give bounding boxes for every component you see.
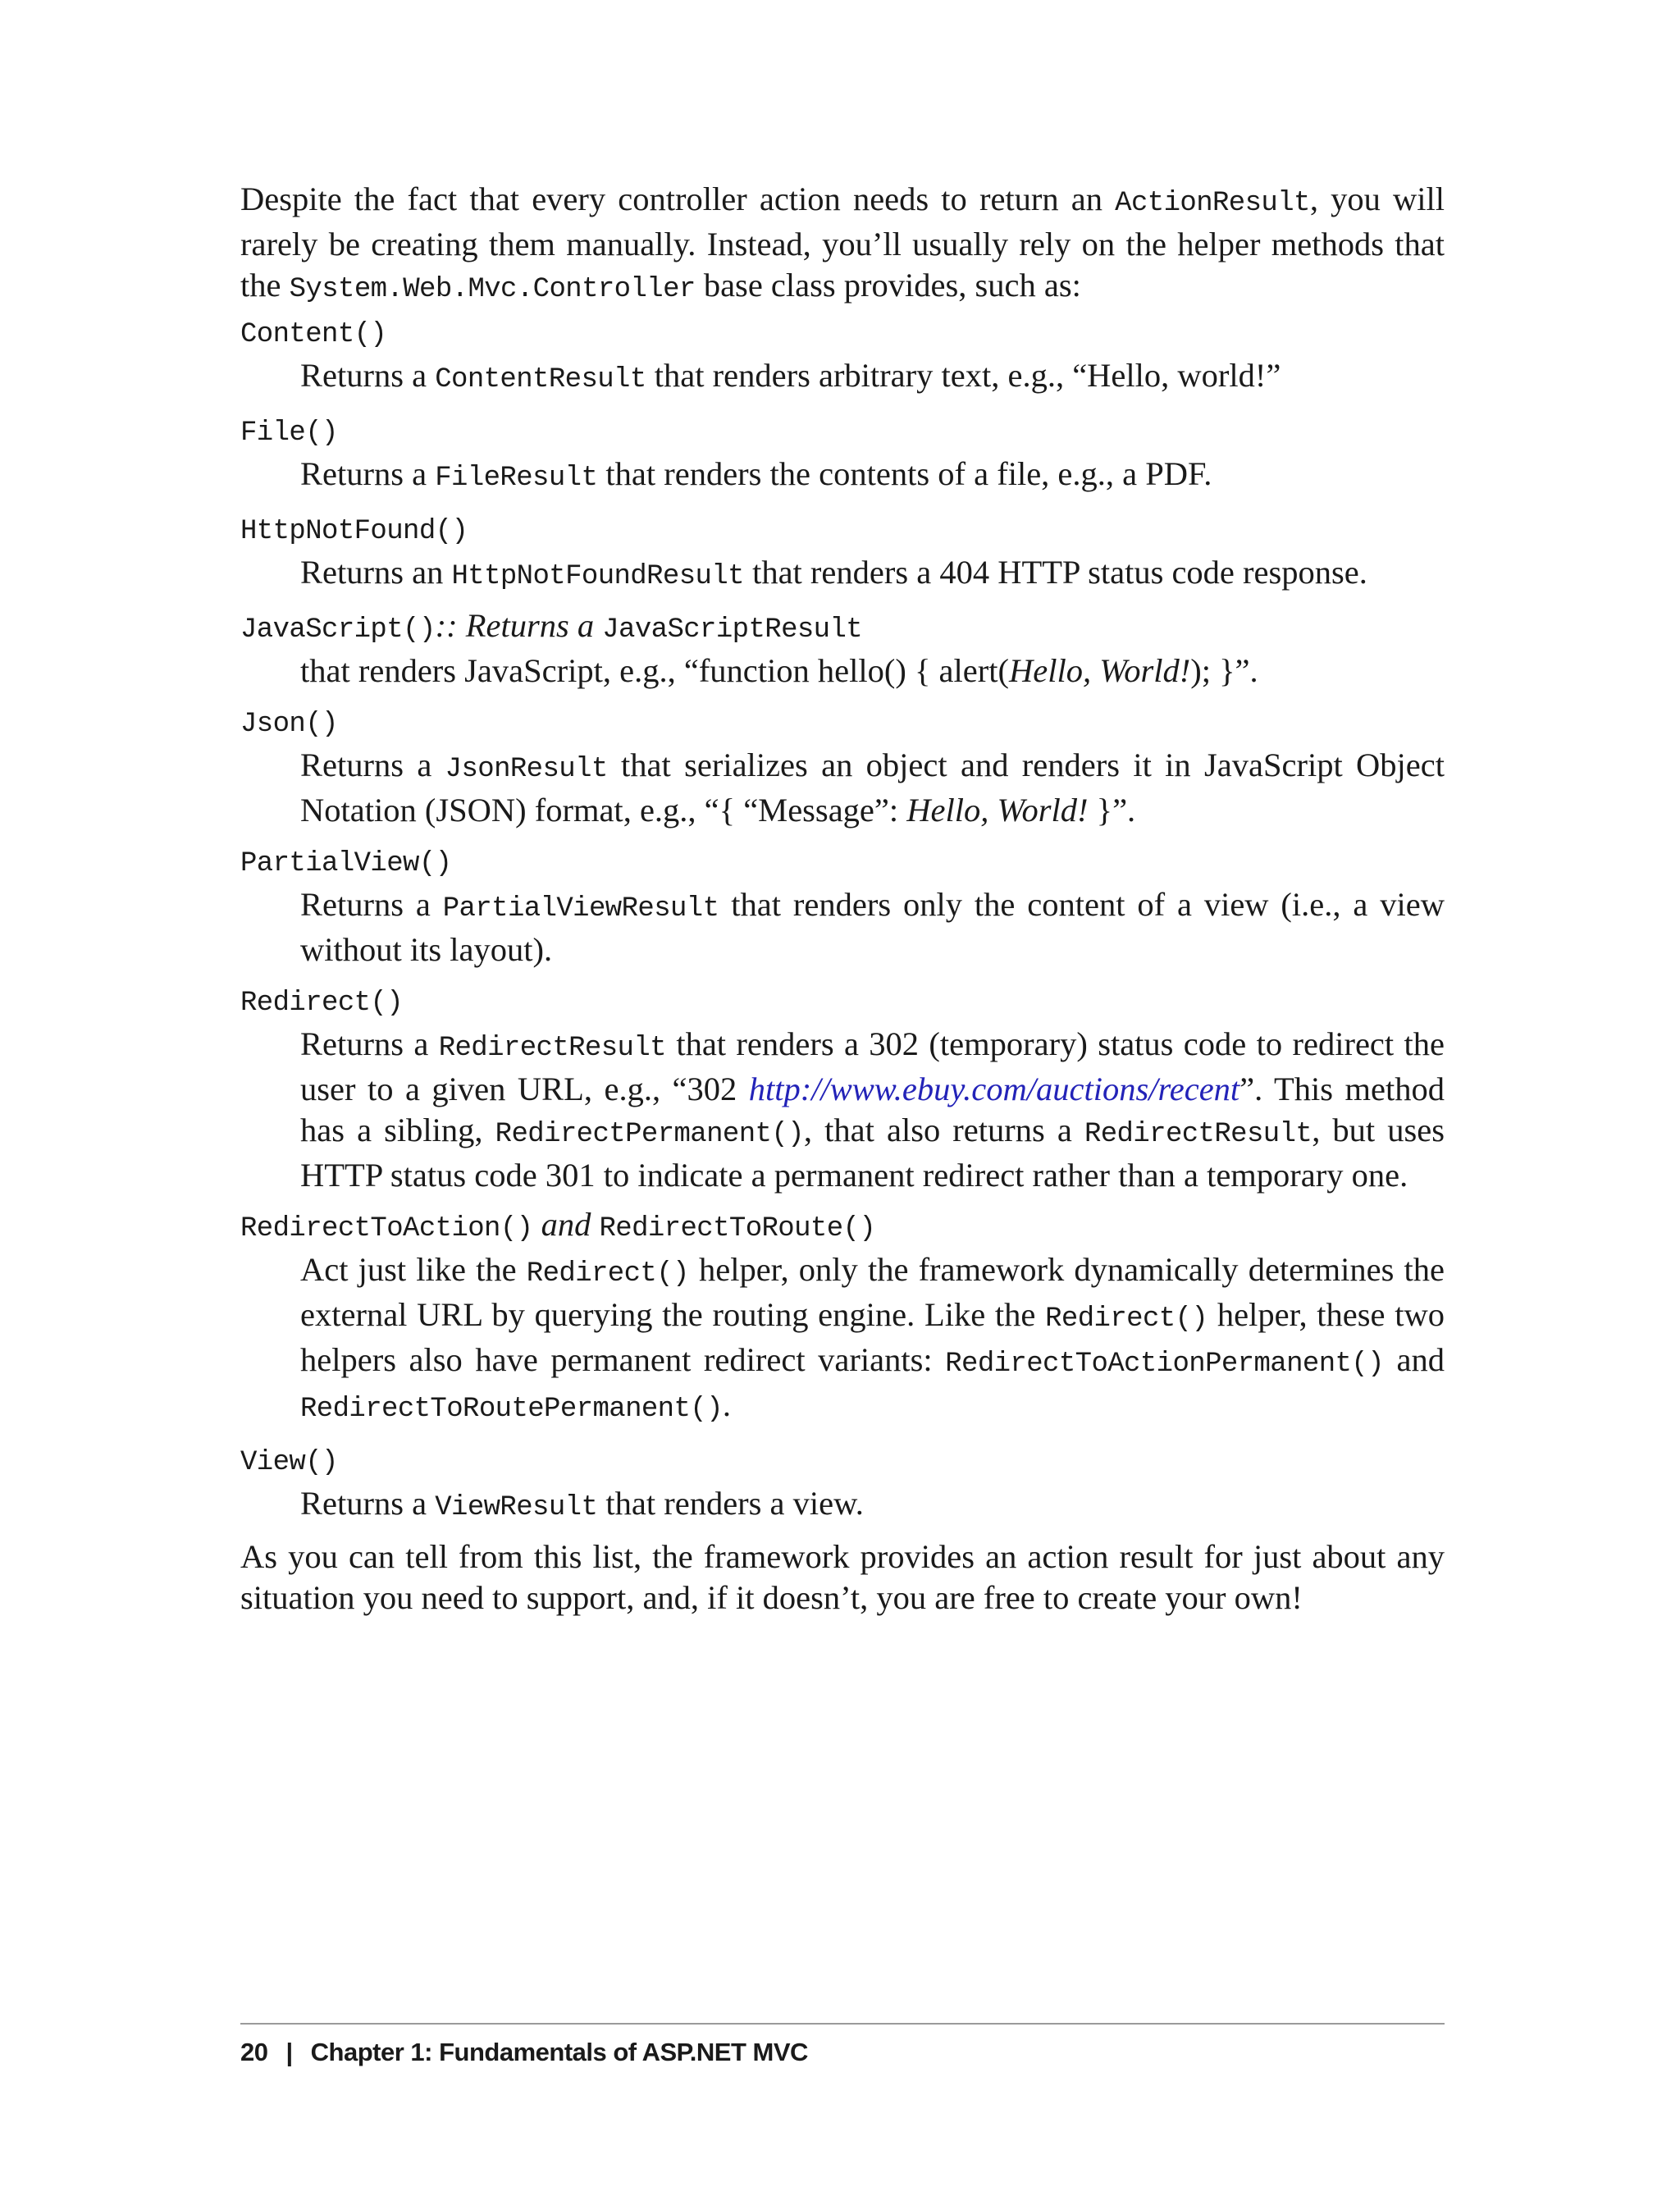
def-httpnotfound-code: HttpNotFoundResult xyxy=(451,561,744,592)
term-redirecttoaction-code: RedirectToAction() xyxy=(240,1213,533,1244)
def-httpnotfound-text-2: that renders a 404 HTTP status code response. xyxy=(743,554,1367,591)
def-view-text-2: that renders a view. xyxy=(597,1485,864,1522)
def-partialview-text-1: Returns a xyxy=(300,886,443,923)
term-view xyxy=(240,1438,1445,1483)
term-javascript-italic: :: Returns a xyxy=(435,607,603,644)
page-number: 20 xyxy=(240,2038,268,2066)
def-json-text-1: Returns a xyxy=(300,746,445,783)
intro-paragraph xyxy=(240,179,1445,310)
term-partialview xyxy=(240,839,1445,884)
def-redirecttoaction-code-3: RedirectToActionPermanent() xyxy=(945,1349,1384,1380)
term-javascript-code: JavaScript() xyxy=(240,614,436,646)
def-content-text-1: Returns a xyxy=(300,357,436,394)
def-json-text-3: }”. xyxy=(1088,792,1136,829)
def-content-text-2: that renders arbitrary text, e.g., “Hello, world!” xyxy=(646,357,1281,394)
def-redirecttoaction-text-1: Act just like the xyxy=(300,1251,527,1288)
closing-paragraph: As you can tell from this list, the framework provides an action result for just about any situation you need to support, and, if it doesn’t, you are free to create your own! xyxy=(240,1538,1445,1616)
def-redirecttoaction xyxy=(300,1249,1445,1430)
intro-code-actionresult: ActionResult xyxy=(1115,188,1310,219)
term-file xyxy=(240,409,1445,454)
def-redirect-text-3: ”. This method has a sibling, xyxy=(300,1071,1445,1148)
intro-text-2: , you will rarely be creating them manually. Instead, you’ll usually rely on the helper methods that the xyxy=(240,180,1445,304)
def-file-text-2: that renders the contents of a file, e.g., a PDF. xyxy=(597,455,1212,492)
def-view xyxy=(300,1483,1445,1528)
def-javascript-text-2: ); }”. xyxy=(1190,652,1258,689)
def-redirect-code-3: RedirectResult xyxy=(1084,1119,1312,1150)
def-json-text-2: that serializes an object and renders it in JavaScript Object Notation (JSON) format, e.g., “{ “Message”: xyxy=(300,746,1445,829)
term-redirect-code: Redirect() xyxy=(240,988,404,1019)
def-javascript-italic: Hello, World! xyxy=(1009,652,1191,689)
def-file-text-1: Returns a xyxy=(300,455,436,492)
term-json xyxy=(240,700,1445,745)
page-content xyxy=(240,179,1445,1618)
ebuy-auctions-link[interactable]: http://www.ebuy.com/auctions/recent xyxy=(748,1071,1240,1107)
term-redirecttoroute-code: RedirectToRoute() xyxy=(599,1213,876,1244)
def-redirecttoaction-code-2: Redirect() xyxy=(1045,1303,1208,1335)
term-partialview-code: PartialView() xyxy=(240,848,452,879)
term-javascript xyxy=(240,605,1445,651)
def-json-code: JsonResult xyxy=(445,754,608,785)
term-file-code: File() xyxy=(240,418,338,449)
def-partialview xyxy=(300,884,1445,970)
def-redirecttoaction-text-4: and xyxy=(1383,1341,1445,1378)
def-partialview-code: PartialViewResult xyxy=(442,893,719,924)
def-redirect-text-1: Returns a xyxy=(300,1025,439,1062)
def-view-code: ViewResult xyxy=(435,1492,598,1523)
def-redirect-code-2: RedirectPermanent() xyxy=(495,1119,804,1150)
def-redirect-text-2: that renders a 302 (temporary) status code to redirect the user to a given URL, e.g., “302 xyxy=(300,1025,1445,1107)
def-content xyxy=(300,355,1445,400)
def-redirect xyxy=(300,1024,1445,1196)
term-redirecttoaction xyxy=(240,1204,1445,1249)
def-redirecttoaction-text-5: . xyxy=(722,1386,732,1423)
def-redirect-text-5: , but uses HTTP status code 301 to indicate a permanent redirect rather than a temporary one. xyxy=(300,1112,1445,1194)
intro-text-3: base class provides, such as: xyxy=(695,267,1081,304)
term-content-code: Content() xyxy=(240,319,387,350)
def-httpnotfound xyxy=(300,552,1445,597)
def-json-italic: Hello, World! xyxy=(906,792,1089,829)
term-httpnotfound xyxy=(240,507,1445,552)
footer-divider xyxy=(240,2023,1445,2025)
def-javascript xyxy=(300,651,1445,692)
footer-separator: | xyxy=(285,2038,293,2066)
def-partialview-text-2: that renders only the content of a view (i.e., a view without its layout). xyxy=(300,886,1445,968)
def-file xyxy=(300,454,1445,499)
def-redirecttoaction-text-2: helper, only the framework dynamically determines the external URL by querying the routing engine. Like the xyxy=(300,1251,1445,1333)
helper-method-list xyxy=(240,310,1445,1528)
def-javascript-text-1: that renders JavaScript, e.g., “function hello() { alert( xyxy=(300,652,1009,689)
def-json xyxy=(300,745,1445,831)
term-redirecttoaction-italic: and xyxy=(532,1206,600,1243)
def-redirecttoaction-text-3: helper, these two helpers also have permanent redirect variants: xyxy=(300,1296,1445,1378)
term-javascript-result-code: JavaScriptResult xyxy=(602,614,863,646)
def-content-code: ContentResult xyxy=(435,364,646,395)
page-footer xyxy=(240,2038,808,2067)
term-json-code: Json() xyxy=(240,709,338,740)
term-view-code: View() xyxy=(240,1447,338,1478)
def-redirecttoaction-code-4: RedirectToRoutePermanent() xyxy=(300,1394,723,1425)
term-httpnotfound-code: HttpNotFound() xyxy=(240,516,468,547)
def-redirect-text-4: , that also returns a xyxy=(803,1112,1084,1148)
def-redirect-code-1: RedirectResult xyxy=(438,1033,666,1064)
def-redirecttoaction-code-1: Redirect() xyxy=(526,1258,689,1290)
term-content xyxy=(240,310,1445,355)
chapter-title: Chapter 1: Fundamentals of ASP.NET MVC xyxy=(310,2038,808,2066)
term-redirect xyxy=(240,979,1445,1024)
def-view-text-1: Returns a xyxy=(300,1485,436,1522)
def-file-code: FileResult xyxy=(435,463,598,494)
intro-text-1: Despite the fact that every controller action needs to return an xyxy=(240,180,1116,217)
def-httpnotfound-text-1: Returns an xyxy=(300,554,452,591)
intro-code-controller: System.Web.Mvc.Controller xyxy=(289,274,696,305)
